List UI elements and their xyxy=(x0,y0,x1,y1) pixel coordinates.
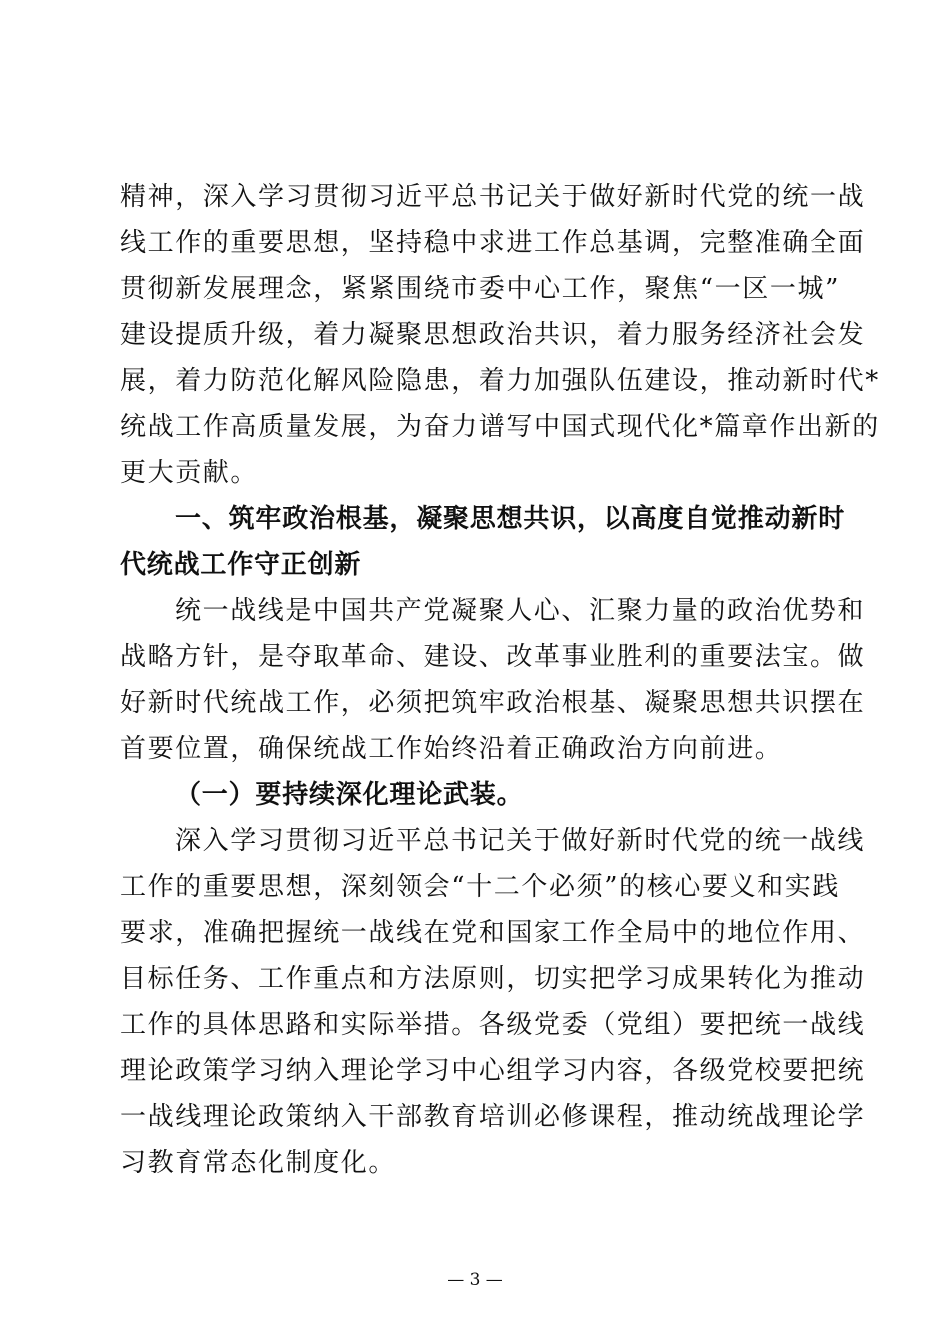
body-line: 工作的具体思路和实际举措。各级党委（党组）要把统一战线 xyxy=(120,1010,866,1040)
body-line: 展，着力防范化解风险隐患，着力加强队伍建设，推动新时代* xyxy=(120,366,880,396)
body-line: 首要位置，确保统战工作始终沿着正确政治方向前进。 xyxy=(120,734,783,764)
body-line: 建设提质升级，着力凝聚思想政治共识，着力服务经济社会发 xyxy=(120,320,866,350)
body-line: 精神，深入学习贯彻习近平总书记关于做好新时代党的统一战 xyxy=(120,182,866,212)
body-line: 贯彻新发展理念，紧紧围绕市委中心工作，聚焦“一区一城” xyxy=(120,274,840,304)
body-line: 统战工作高质量发展，为奋力谱写中国式现代化*篇章作出新的 xyxy=(120,412,880,442)
body-line: 工作的重要思想，深刻领会“十二个必须”的核心要义和实践 xyxy=(120,872,840,902)
body-line: 习教育常态化制度化。 xyxy=(120,1148,397,1178)
section-heading: 一、筑牢政治根基，凝聚思想共识，以高度自觉推动新时 xyxy=(175,504,846,534)
section-heading: 代统战工作守正创新 xyxy=(120,550,362,580)
body-line: 要求，准确把握统一战线在党和国家工作全局中的地位作用、 xyxy=(120,918,866,948)
subsection-heading: （一）要持续深化理论武装。 xyxy=(175,780,524,810)
body-line: 好新时代统战工作，必须把筑牢政治根基、凝聚思想共识摆在 xyxy=(120,688,866,718)
page-number: — 3 — xyxy=(447,1270,503,1290)
body-line: 一战线理论政策纳入干部教育培训必修课程，推动统战理论学 xyxy=(120,1102,866,1132)
body-line: 深入学习贯彻习近平总书记关于做好新时代党的统一战线 xyxy=(175,826,866,856)
document-body xyxy=(120,174,880,1186)
body-line: 战略方针，是夺取革命、建设、改革事业胜利的重要法宝。做 xyxy=(120,642,866,672)
body-line: 理论政策学习纳入理论学习中心组学习内容，各级党校要把统 xyxy=(120,1056,866,1086)
body-line: 线工作的重要思想，坚持稳中求进工作总基调，完整准确全面 xyxy=(120,228,866,258)
body-line: 统一战线是中国共产党凝聚人心、汇聚力量的政治优势和 xyxy=(175,596,866,626)
body-line: 目标任务、工作重点和方法原则，切实把学习成果转化为推动 xyxy=(120,964,866,994)
body-line: 更大贡献。 xyxy=(120,458,259,488)
